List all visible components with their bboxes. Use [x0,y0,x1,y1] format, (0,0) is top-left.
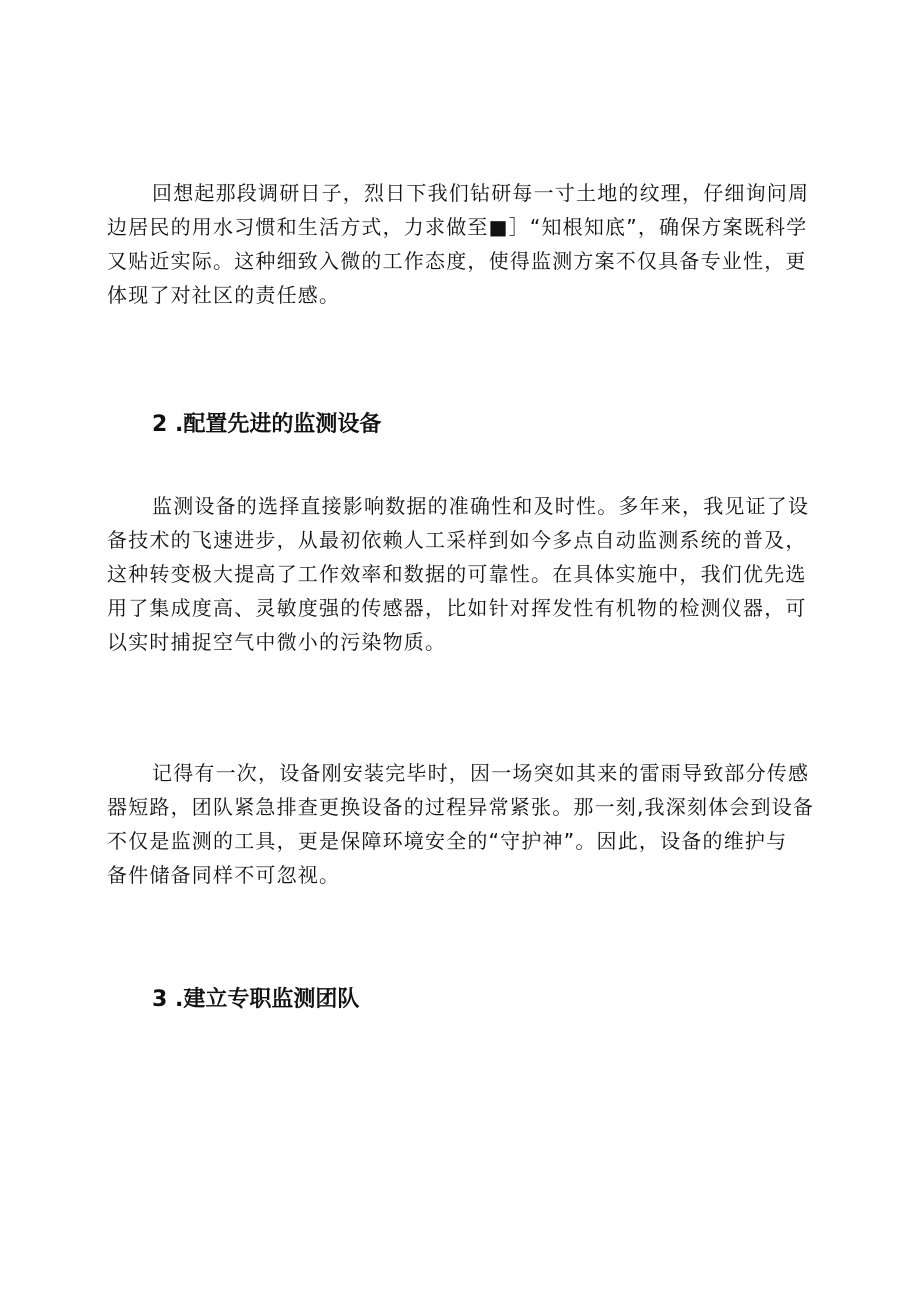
paragraph-line: 这种转变极大提高了工作效率和数据的可靠性。在具体实施中，我们优先选 [107,562,807,586]
paragraph-line: 以实时捕捉空气中微小的污染物质。 [107,630,447,654]
paragraph-research-days [107,176,827,312]
paragraph-line: 体现了对社区的责任感。 [107,283,341,307]
paragraph-line: 备技术的飞速进步，从最初依赖人工采样到如今多点自动监测系统的普及， [107,528,807,552]
paragraph-line: 边居民的用水习惯和生活方式，力求做至■］“知根知底”，确保方案既科学 [107,215,808,239]
section-heading-equipment: 2 .配置先进的监测设备 [152,412,382,437]
paragraph-line: 不仅是监测的工具，更是保障环境安全的“守护神”。因此，设备的维护与 [107,829,788,853]
paragraph-line: 监测设备的选择直接影响数据的准确性和及时性。多年来，我见证了设 [152,494,810,518]
paragraph-equipment-selection [107,489,827,659]
paragraph-line: 器短路，团队紧急排查更换设备的过程异常紧张。那一刻,我深刻体会到设备 [107,795,815,819]
paragraph-line: 记得有一次，设备刚安装完毕时，因一场突如其来的雷雨导致部分传感 [152,761,810,785]
paragraph-line: 回想起那段调研日子，烈日下我们钻研每一寸土地的纹理，仔细询问周 [152,181,810,205]
paragraph-line: 又贴近实际。这种细致入微的工作态度，使得监测方案不仅具备专业性，更 [107,249,807,273]
paragraph-thunderstorm-story [107,756,827,892]
section-heading-team: 3 .建立专职监测团队 [152,987,360,1012]
paragraph-line: 备件储备同样不可忽视。 [107,863,341,887]
paragraph-line: 用了集成度高、灵敏度强的传感器，比如针对挥发性有机物的检测仪器，可 [107,596,807,620]
